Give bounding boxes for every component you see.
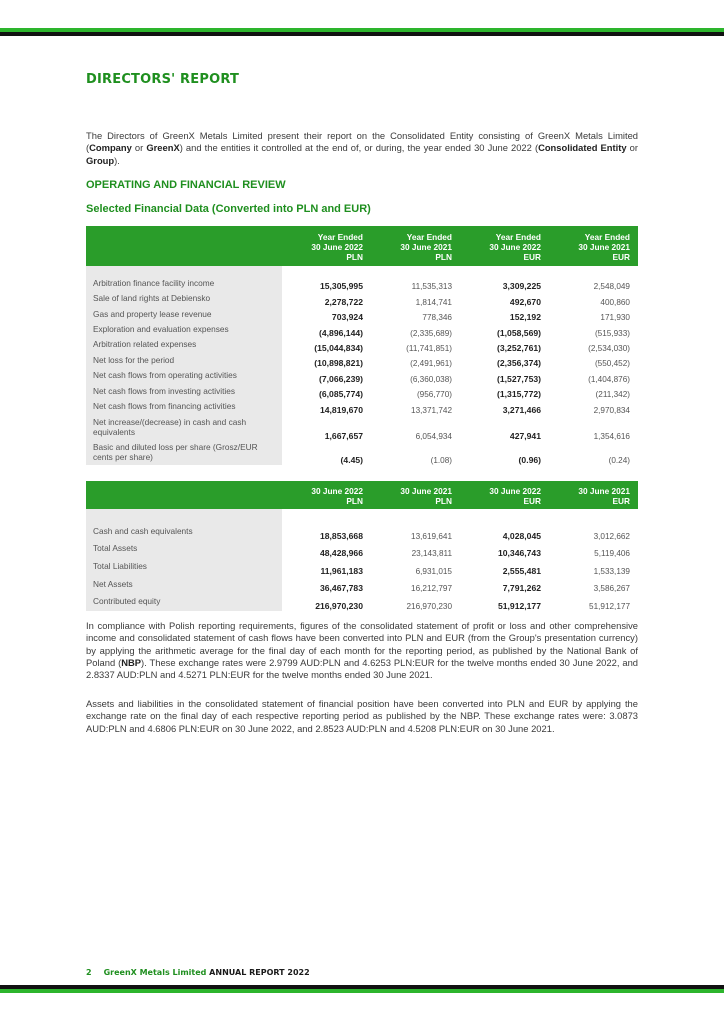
value-cell: 1,533,139 bbox=[593, 566, 630, 576]
operating-review-heading: OPERATING AND FINANCIAL REVIEW bbox=[86, 179, 286, 191]
row-label: Net cash flows from operating activities bbox=[86, 368, 282, 383]
value-cell: 13,371,742 bbox=[411, 405, 452, 415]
value-cell: (4,896,144) bbox=[319, 327, 363, 338]
table-row bbox=[86, 441, 638, 465]
table-row bbox=[86, 399, 638, 414]
assets-conversion-paragraph: Assets and liabilities in the consolidated statement of financial position have been converted into PLN and EUR by applying the exchange rate on the final day of each respective reporting period as published by the NBP. These exchange rates were: 3.0873 AUD:PLN and 4.6806 PLN:EUR on 30 June 2022, and 2.8523 AUD:PLN and 4.5208 PLN:EUR on 30 June 2021. bbox=[86, 698, 638, 734]
value-cell: 51,912,177 bbox=[589, 601, 630, 611]
value-cell: (4.45) bbox=[340, 454, 363, 465]
value-cell: (1,527,753) bbox=[497, 373, 541, 384]
value-cell: (11,741,851) bbox=[406, 343, 452, 353]
income-cashflow-table bbox=[86, 226, 638, 465]
value-cell: 3,309,225 bbox=[502, 281, 541, 292]
page-footer bbox=[86, 968, 310, 977]
header-blank-cell bbox=[86, 226, 282, 266]
table-row bbox=[86, 353, 638, 368]
column-header: Year Ended 30 June 2022 EUR bbox=[460, 226, 549, 266]
value-cell: 3,271,466 bbox=[502, 404, 541, 415]
row-label: Contributed equity bbox=[86, 593, 282, 611]
value-cell: 171,930 bbox=[600, 313, 630, 323]
note-text-1: In compliance with Polish reporting requirements, figures of the consolidated statement of profit or loss and other comprehensive income and consolidated statement of cash flows have been converted into PLN and EUR (from the Group's presentation currency) by applying the arithmetic average for the final day of each month for the reporting period, as published by the National Bank of Poland ( bbox=[86, 620, 638, 668]
value-cell: 15,305,995 bbox=[319, 281, 363, 292]
footer-company: GreenX Metals Limited bbox=[103, 968, 207, 977]
value-cell: 13,619,641 bbox=[411, 531, 452, 541]
intro-group: Group bbox=[86, 154, 115, 166]
column-header: 30 June 2022 EUR bbox=[460, 481, 549, 509]
intro-or-2: or bbox=[626, 142, 638, 154]
page-number: 2 bbox=[86, 968, 92, 977]
table-row bbox=[86, 338, 638, 353]
report-title: DIRECTORS' REPORT bbox=[86, 72, 240, 87]
value-cell: (0.96) bbox=[518, 454, 541, 465]
intro-paragraph bbox=[86, 130, 638, 167]
value-cell: 48,428,966 bbox=[319, 548, 363, 559]
value-cell: (7,066,239) bbox=[319, 373, 363, 384]
note-text-2: ). These exchange rates were 2.9799 AUD:PLN and 4.6253 PLN:EUR for the twelve months ended 30 June 2022, and 2.8337 AUD:PLN and 4.5271 PLN:EUR for the twelve months ended 30 June 2021. bbox=[86, 656, 638, 681]
value-cell: (6,360,038) bbox=[410, 374, 452, 384]
value-cell: 2,970,834 bbox=[593, 405, 630, 415]
table-row bbox=[86, 541, 638, 559]
table-row bbox=[86, 384, 638, 399]
row-label: Cash and cash equivalents bbox=[86, 523, 282, 541]
intro-text-3: ). bbox=[114, 154, 120, 166]
intro-text-2: ) and the entities it controlled at the end of, or during, the year ended 30 June 2022 ( bbox=[179, 142, 539, 154]
value-cell: (956,770) bbox=[416, 390, 452, 400]
bottom-decorative-bar bbox=[0, 985, 724, 993]
table-row bbox=[86, 322, 638, 337]
table-row bbox=[86, 523, 638, 541]
value-cell: 4,028,045 bbox=[502, 530, 541, 541]
value-cell: (15,044,834) bbox=[314, 342, 363, 353]
table-row bbox=[86, 291, 638, 306]
value-cell: 1,354,616 bbox=[593, 431, 630, 441]
value-cell: 51,912,177 bbox=[497, 600, 541, 611]
table-row bbox=[86, 368, 638, 383]
value-cell: 11,535,313 bbox=[411, 282, 452, 292]
column-header: 30 June 2021 EUR bbox=[549, 481, 638, 509]
value-cell: 6,054,934 bbox=[415, 431, 452, 441]
value-cell: 703,924 bbox=[331, 312, 363, 323]
value-cell: 10,346,743 bbox=[497, 548, 541, 559]
value-cell: (3,252,761) bbox=[497, 342, 541, 353]
value-cell: 16,212,797 bbox=[411, 584, 452, 594]
note-nbp: NBP bbox=[121, 656, 142, 668]
value-cell: (1,058,569) bbox=[497, 327, 541, 338]
value-cell: (2,491,961) bbox=[410, 359, 452, 369]
row-label: Net increase/(decrease) in cash and cash equivalents bbox=[86, 415, 282, 441]
value-cell: 18,853,668 bbox=[319, 530, 363, 541]
value-cell: 2,548,049 bbox=[593, 282, 630, 292]
intro-greenx: GreenX bbox=[146, 142, 180, 154]
intro-or-1: or bbox=[131, 142, 147, 154]
top-green-stripe bbox=[0, 28, 724, 32]
value-cell: 400,860 bbox=[600, 297, 630, 307]
value-cell: 36,467,783 bbox=[319, 583, 363, 594]
column-header: 30 June 2022 PLN bbox=[282, 481, 371, 509]
value-cell: 7,791,262 bbox=[502, 583, 541, 594]
value-cell: (550,452) bbox=[594, 359, 630, 369]
row-label: Exploration and evaluation expenses bbox=[86, 322, 282, 337]
table-header-row bbox=[86, 226, 638, 266]
row-label: Total Liabilities bbox=[86, 558, 282, 576]
value-cell: (1,404,876) bbox=[588, 374, 630, 384]
column-header: Year Ended 30 June 2021 PLN bbox=[371, 226, 460, 266]
selected-data-subheading: Selected Financial Data (Converted into PLN and EUR) bbox=[86, 203, 371, 215]
value-cell: 11,961,183 bbox=[320, 565, 363, 576]
row-label: Sale of land rights at Debiensko bbox=[86, 291, 282, 306]
row-label: Gas and property lease revenue bbox=[86, 307, 282, 322]
row-label: Net loss for the period bbox=[86, 353, 282, 368]
value-cell: 2,555,481 bbox=[502, 565, 541, 576]
value-cell: (1,315,772) bbox=[497, 389, 541, 400]
table-row bbox=[86, 307, 638, 322]
table-row bbox=[86, 558, 638, 576]
value-cell: 3,586,267 bbox=[593, 584, 630, 594]
footer-report-title: ANNUAL REPORT 2022 bbox=[206, 968, 310, 977]
value-cell: (1.08) bbox=[430, 455, 452, 465]
column-header: 30 June 2021 PLN bbox=[371, 481, 460, 509]
intro-consolidated-entity: Consolidated Entity bbox=[538, 142, 627, 154]
column-header: Year Ended 30 June 2021 EUR bbox=[549, 226, 638, 266]
value-cell: 778,346 bbox=[422, 313, 452, 323]
value-cell: 152,192 bbox=[509, 312, 541, 323]
value-cell: (6,085,774) bbox=[319, 389, 363, 400]
value-cell: 216,970,230 bbox=[406, 601, 452, 611]
row-label: Net cash flows from investing activities bbox=[86, 384, 282, 399]
value-cell: (0.24) bbox=[608, 455, 630, 465]
header-blank-cell bbox=[86, 481, 282, 509]
value-cell: (2,534,030) bbox=[588, 343, 630, 353]
row-label: Basic and diluted loss per share (Grosz/EUR cents per share) bbox=[86, 441, 282, 465]
value-cell: (515,933) bbox=[594, 328, 630, 338]
financial-position-table bbox=[86, 481, 638, 611]
row-label: Net Assets bbox=[86, 576, 282, 594]
value-cell: (211,342) bbox=[595, 390, 630, 400]
table-header-row bbox=[86, 481, 638, 509]
value-cell: 492,670 bbox=[509, 296, 541, 307]
value-cell: (2,356,374) bbox=[497, 358, 541, 369]
table-row bbox=[86, 276, 638, 291]
value-cell: 427,941 bbox=[509, 430, 541, 441]
intro-company: Company bbox=[89, 142, 132, 154]
row-label: Arbitration related expenses bbox=[86, 338, 282, 353]
value-cell: 5,119,406 bbox=[594, 549, 630, 559]
value-cell: 1,667,657 bbox=[324, 430, 363, 441]
value-cell: 3,012,662 bbox=[593, 531, 630, 541]
table-row bbox=[86, 415, 638, 441]
table-row bbox=[86, 576, 638, 594]
conversion-note-paragraph bbox=[86, 620, 638, 681]
row-label: Total Assets bbox=[86, 541, 282, 559]
value-cell: 23,143,811 bbox=[411, 549, 452, 559]
value-cell: 14,819,670 bbox=[319, 404, 363, 415]
value-cell: 216,970,230 bbox=[315, 600, 363, 611]
row-label: Arbitration finance facility income bbox=[86, 276, 282, 291]
value-cell: (2,335,689) bbox=[410, 328, 452, 338]
bottom-green-stripe bbox=[0, 989, 724, 993]
row-label: Net cash flows from financing activities bbox=[86, 399, 282, 414]
value-cell: 6,931,015 bbox=[415, 566, 452, 576]
intro-text-1: The Directors of GreenX Metals Limited present their report on the Consolidated Entity consisting of GreenX Metals Limited ( bbox=[86, 130, 638, 154]
value-cell: 1,814,741 bbox=[415, 297, 452, 307]
table-row bbox=[86, 593, 638, 611]
value-cell: 2,278,722 bbox=[324, 296, 363, 307]
column-header: Year Ended 30 June 2022 PLN bbox=[282, 226, 371, 266]
top-decorative-bar bbox=[0, 28, 724, 36]
value-cell: (10,898,821) bbox=[314, 358, 363, 369]
